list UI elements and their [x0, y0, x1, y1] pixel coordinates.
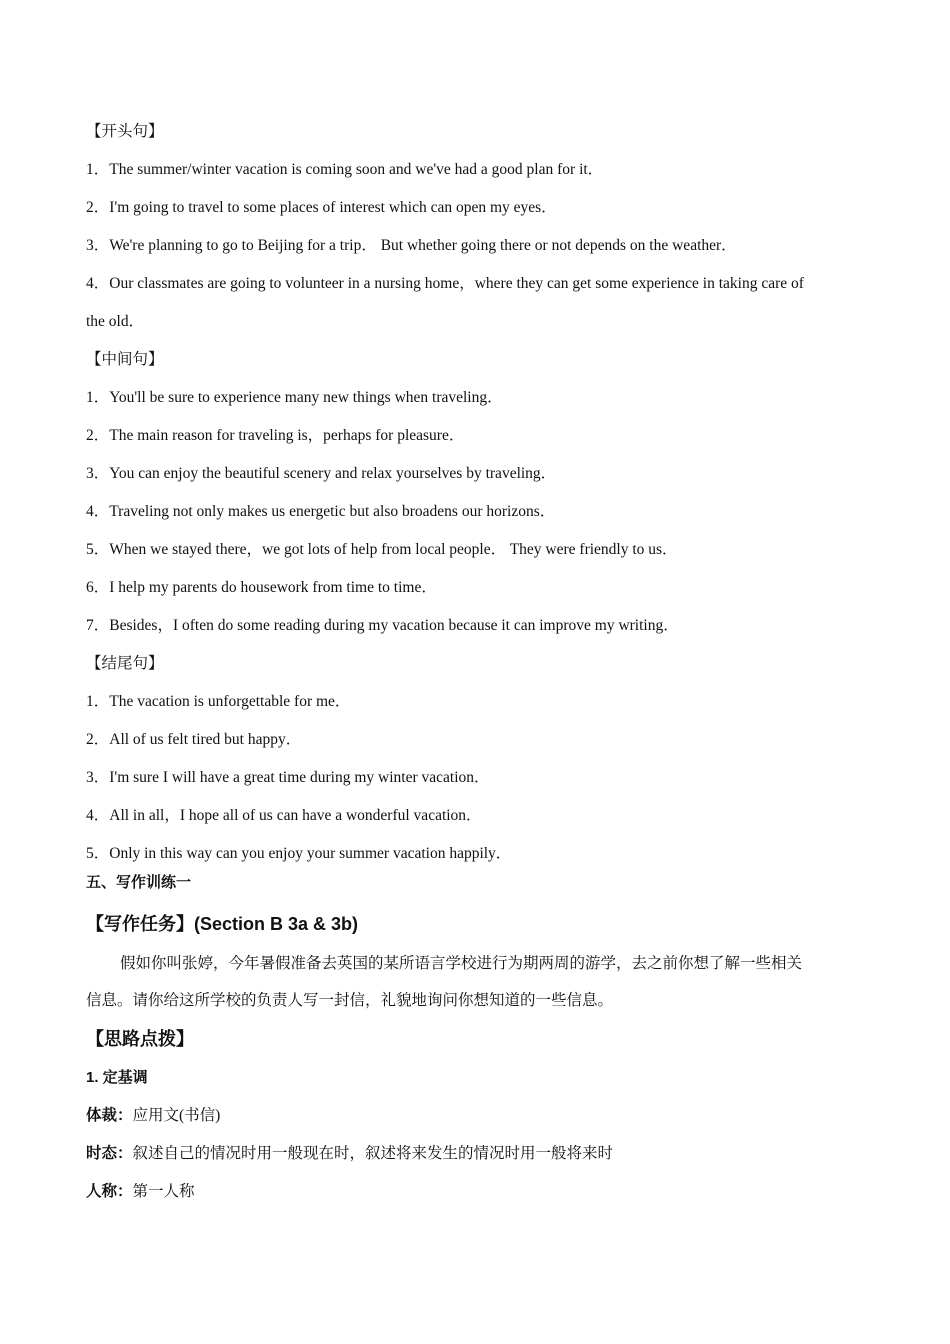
genre-row: [86, 1106, 220, 1126]
middle-item-1: 1．You'll be sure to experience many new things when traveling．: [86, 389, 503, 406]
person-label: 人称：: [86, 1183, 133, 1200]
opening-item-2: 2．I'm going to travel to some places of interest which can open my eyes．: [86, 199, 557, 216]
ending-item-5: 5．Only in this way can you enjoy your summer vacation happily．: [86, 845, 512, 862]
middle-item-3: 3．You can enjoy the beautiful scenery and relax yourselves by traveling．: [86, 465, 557, 482]
middle-item-7: 7．Besides，I often do some reading during my vacation because it can improve my writing．: [86, 617, 679, 634]
ending-item-2: 2．All of us felt tired but happy．: [86, 731, 302, 748]
middle-item-4: 4．Traveling not only makes us energetic but also broadens our horizons．: [86, 503, 556, 520]
opening-item-1: 1．The summer/winter vacation is coming soon and we've had a good plan for it．: [86, 161, 604, 178]
ending-header: 【结尾句】: [86, 655, 164, 672]
middle-item-5: 5．When we stayed there，we got lots of help from local people． They were friendly to us．: [86, 541, 678, 558]
genre-value: 应用文(书信): [132, 1107, 221, 1124]
task-text-line-1: 假如你叫张婷，今年暑假准备去英国的某所语言学校进行为期两周的游学，去之前你想了解一些相关: [120, 955, 803, 972]
middle-item-2: 2．The main reason for traveling is，perhaps for pleasure．: [86, 427, 465, 444]
task-header: 【写作任务】(Section B 3a & 3b): [86, 914, 359, 934]
ideas-header: 【思路点拨】: [86, 1029, 194, 1049]
middle-item-6: 6．I help my parents do housework from time to time．: [86, 579, 437, 596]
person-value: 第一人称: [132, 1183, 195, 1200]
ending-item-3: 3．I'm sure I will have a great time during my winter vacation．: [86, 769, 490, 786]
section-title: 五、写作训练一: [86, 874, 192, 891]
opening-item-3: 3．We're planning to go to Beijing for a trip． But whether going there or not depends on the weather．: [86, 237, 737, 254]
tense-row: [86, 1144, 613, 1164]
ending-item-4: 4．All in all，I hope all of us can have a wonderful vacation．: [86, 807, 482, 824]
tense-label: 时态：: [86, 1145, 133, 1162]
opening-item-4-cont: the old．: [86, 313, 145, 330]
middle-header: 【中间句】: [86, 351, 164, 368]
opening-item-4: 4．Our classmates are going to volunteer in a nursing home，where they can get some experience in taking care of: [86, 275, 804, 292]
task-text-line-2: 信息。请你给这所学校的负责人写一封信，礼貌地询问你想知道的一些信息。: [86, 992, 614, 1009]
person-row: [86, 1182, 195, 1202]
step-1-title: 1. 定基调: [86, 1069, 148, 1086]
genre-label: 体裁：: [86, 1107, 133, 1124]
tense-value: 叙述自己的情况时用一般现在时，叙述将来发生的情况时用一般将来时: [132, 1145, 614, 1162]
opening-header: 【开头句】: [86, 123, 164, 140]
ending-item-1: 1．The vacation is unforgettable for me．: [86, 693, 351, 710]
